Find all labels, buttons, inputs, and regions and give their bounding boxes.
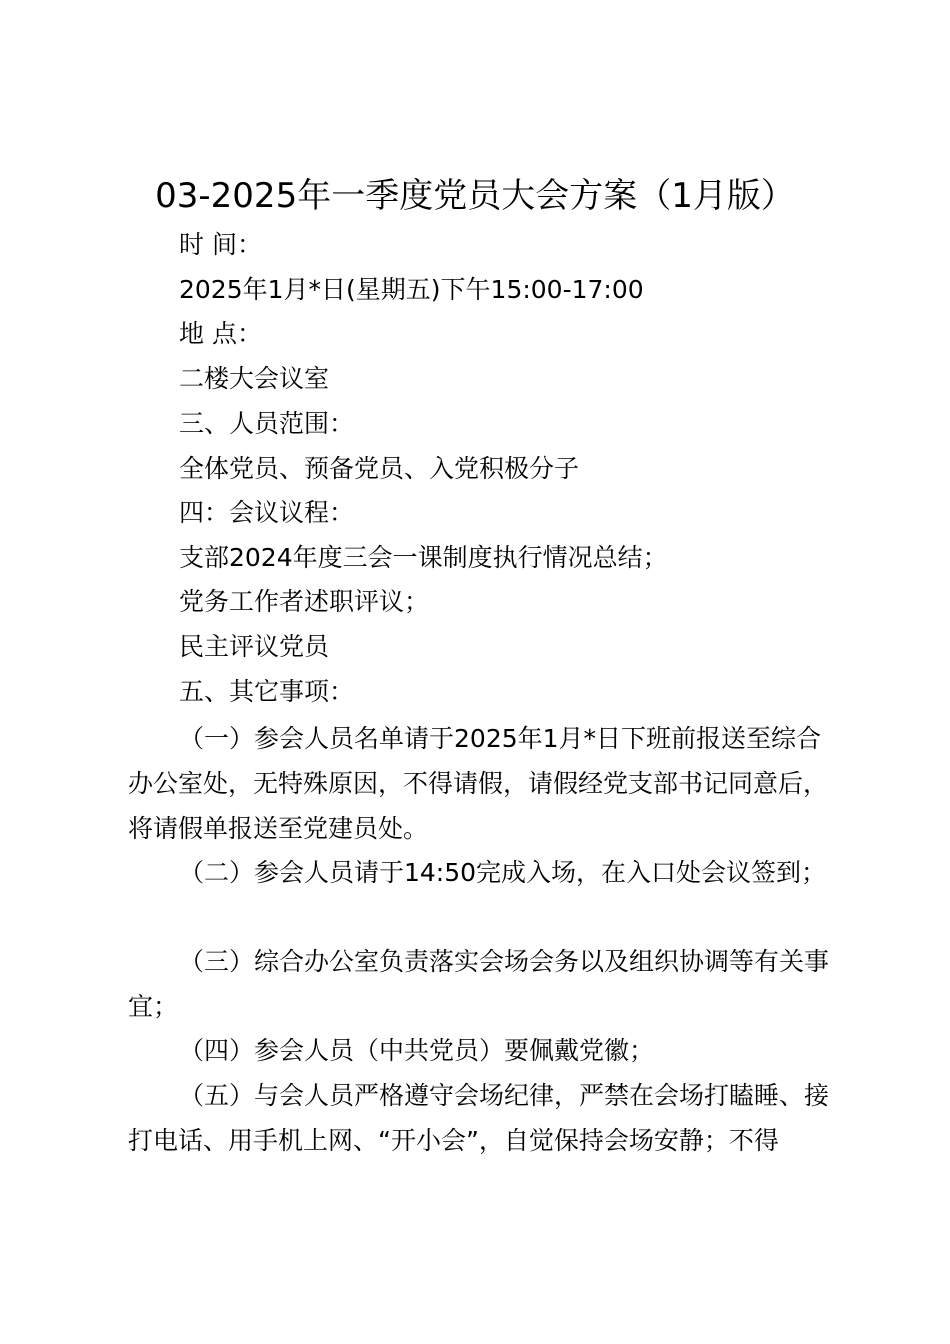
other-item-paragraph: （三）综合办公室负责落实会场会务以及组织协调等有关事宜； (128, 947, 830, 1021)
other-item-paragraph: （二）参会人员请于14:50完成入场，在入口处会议签到； (179, 858, 827, 887)
agenda-item: 民主评议党员 (179, 632, 330, 661)
time-value: 2025年1月*日(星期五)下午15:00-17:00 (179, 275, 644, 304)
location-label: 地 点： (179, 319, 262, 348)
other-item-paragraph: （四）参会人员（中共党员）要佩戴党徽； (179, 1036, 655, 1065)
other-item-paragraph: （五）与会人员严格遵守会场纪律，严禁在会场打瞌睡、接打电话、用手机上网、“开小会”，自觉保持会场安静；不得 (128, 1081, 830, 1155)
section-agenda-heading: 四：会议议程： (179, 498, 355, 527)
section-other-heading: 五、其它事项： (179, 677, 355, 706)
agenda-item: 党务工作者述职评议； (179, 587, 430, 616)
other-item-paragraph: （一）参会人员名单请于2025年1月*日下班前报送至综合办公室处，无特殊原因，不得请假，请假经党支部书记同意后，将请假单报送至党建员处。 (128, 724, 829, 843)
document-title: 03-2025年一季度党员大会方案（1月版） (155, 176, 795, 216)
agenda-item: 支部2024年度三会一课制度执行情况总结； (179, 543, 668, 572)
attendees-value: 全体党员、预备党员、入党积极分子 (179, 454, 580, 483)
time-label: 时 间： (179, 230, 262, 259)
location-value: 二楼大会议室 (179, 364, 330, 393)
section-attendees-heading: 三、人员范围： (179, 409, 355, 438)
